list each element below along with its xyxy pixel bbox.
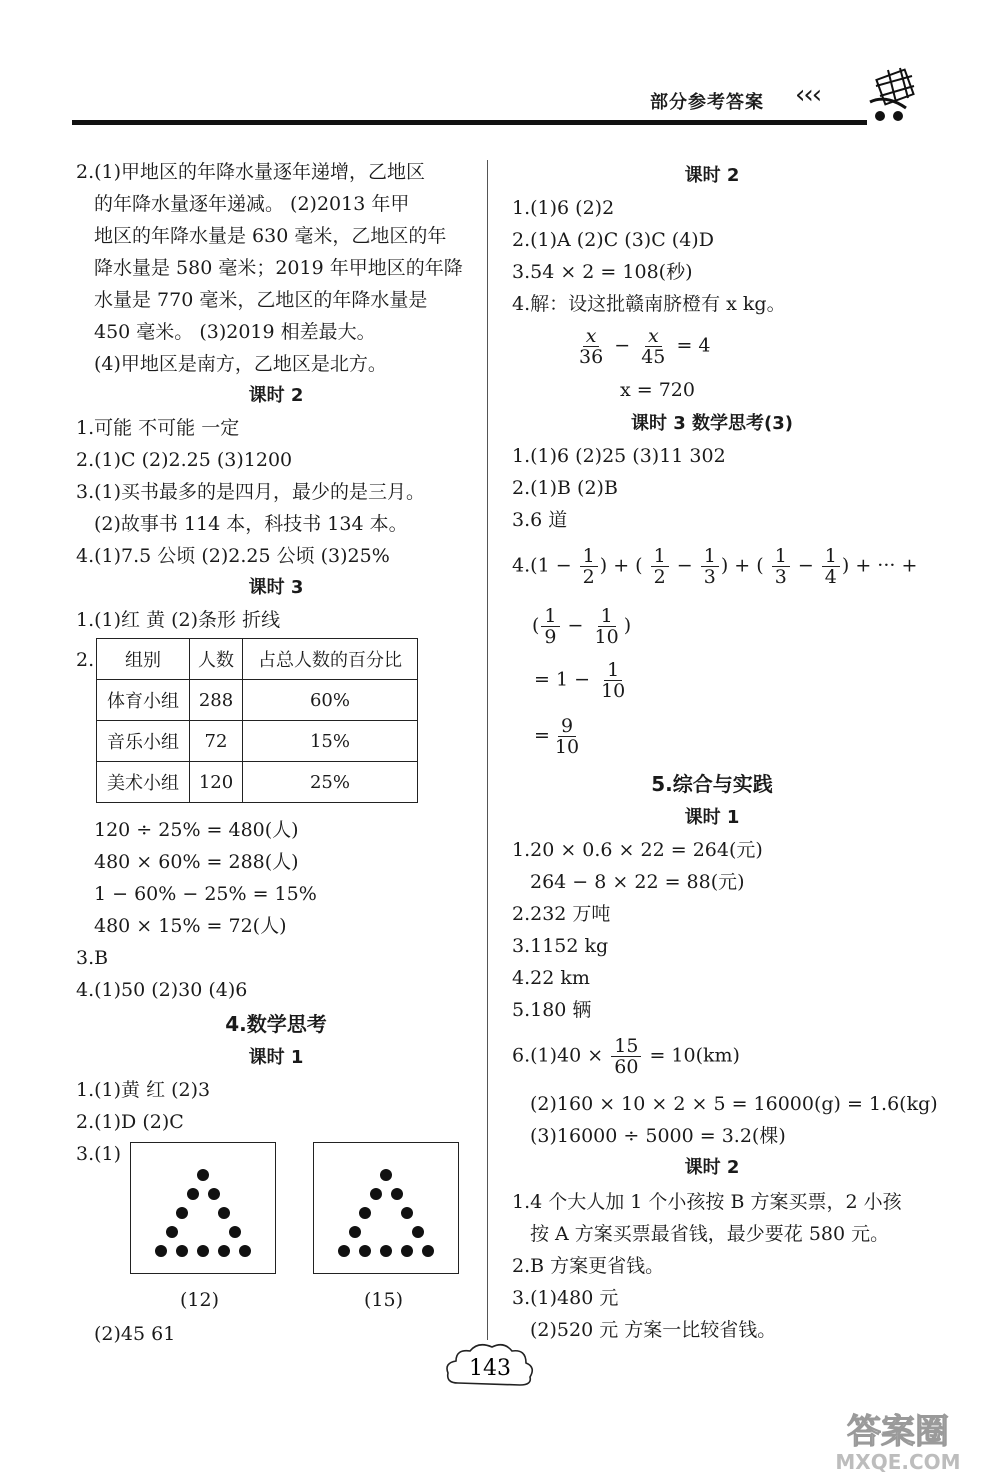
telescoping-sum-line3: = 1 − $\frac{1}{10}$ xyxy=(534,659,626,702)
telescoping-sum-line1: 4.(1 − $\frac{1}{2}$ ) + ( $\frac{1}{2}$ − $\frac{1}{3}$ ) + ( $\frac{1}{3}$ − $\frac{1}{4}$ ) + ··· + xyxy=(512,545,918,588)
calc-line: 480 × 15% = 72(人) xyxy=(94,915,287,937)
lesson-title: 课时 2 xyxy=(248,385,304,406)
dot xyxy=(380,1245,392,1257)
triangle-figure-12 xyxy=(130,1142,276,1274)
answer-line: 1.(1)红 黄 (2)条形 折线 xyxy=(76,609,281,631)
header-rule xyxy=(72,120,867,125)
answer-line: 1.可能 不可能 一定 xyxy=(76,417,240,439)
calc-line: 120 ÷ 25% = 480(人) xyxy=(94,819,299,841)
table-cell: 美术小组 xyxy=(97,762,190,803)
fraction: $\frac{x}{45}$ xyxy=(641,325,666,368)
group-table xyxy=(96,638,418,803)
dot xyxy=(401,1245,413,1257)
dot xyxy=(197,1245,209,1257)
answer-line: 2.(1)A (2)C (3)C (4)D xyxy=(512,229,714,251)
dot xyxy=(422,1245,434,1257)
page-number: 143 xyxy=(469,1356,511,1381)
table-cell: 60% xyxy=(243,680,418,721)
answer-line: 4.22 km xyxy=(512,967,590,989)
dot xyxy=(391,1188,403,1200)
dot xyxy=(349,1226,361,1238)
answer-line: (2)45 61 xyxy=(94,1323,176,1345)
answer-line: 3.54 × 2 = 108(秒) xyxy=(512,261,693,283)
section-title: 4.数学思考 xyxy=(225,1012,327,1036)
lesson-title: 课时 1 xyxy=(684,807,740,828)
figure-caption: (15) xyxy=(364,1289,404,1311)
answer-line: 3.1152 kg xyxy=(512,935,609,957)
answer-line: 2.232 万吨 xyxy=(512,903,611,925)
table-cell: 音乐小组 xyxy=(97,721,190,762)
header-arrows: ‹‹‹ xyxy=(795,80,821,110)
page-number-cloud xyxy=(440,1335,540,1395)
answer-line: 4.(1)50 (2)30 (4)6 xyxy=(76,979,248,1001)
dot xyxy=(338,1245,350,1257)
table-cell: 25% xyxy=(243,762,418,803)
dot xyxy=(176,1245,188,1257)
table-cell: 120 xyxy=(190,762,243,803)
answer-line: (2)520 元 方案一比较省钱。 xyxy=(530,1319,777,1341)
question-label: 3.(1) xyxy=(76,1143,122,1165)
q2-line: 450 毫米。 (3)2019 相差最大。 xyxy=(94,321,376,343)
dot xyxy=(218,1207,230,1219)
dot xyxy=(370,1188,382,1200)
answer-line: 2.B 方案更省钱。 xyxy=(512,1255,665,1277)
dot xyxy=(229,1226,241,1238)
answer-line: (2)160 × 10 × 2 × 5 = 16000(g) = 1.6(kg) xyxy=(530,1093,938,1115)
q2-line: (4)甲地区是南方，乙地区是北方。 xyxy=(94,353,387,375)
answer-line: 5.180 辆 xyxy=(512,999,592,1021)
equation-2: x = 720 xyxy=(620,379,695,401)
calc-line: 480 × 60% = 288(人) xyxy=(94,851,299,873)
table-header: 组别 xyxy=(97,639,190,680)
answer-line: 3.(1)买书最多的是四月，最少的是三月。 xyxy=(76,481,426,503)
answer-line: 2.(1)B (2)B xyxy=(512,477,618,499)
answer-line: (3)16000 ÷ 5000 = 3.2(棵) xyxy=(530,1125,786,1147)
dot xyxy=(401,1207,413,1219)
answer-line: 2.(1)D (2)C xyxy=(76,1111,184,1133)
answer-line: 264 − 8 × 22 = 88(元) xyxy=(530,871,745,893)
dot xyxy=(166,1226,178,1238)
table-header: 人数 xyxy=(190,639,243,680)
answer-line: 3.6 道 xyxy=(512,509,568,531)
telescoping-sum-result: = $\frac{9}{10}$ xyxy=(534,715,580,758)
answer-line: 1.4 个大人加 1 个小孩按 B 方案买票，2 小孩 xyxy=(512,1191,902,1213)
answer-line: 3.B xyxy=(76,947,109,969)
dot xyxy=(208,1188,220,1200)
table-row xyxy=(97,721,418,762)
column-divider xyxy=(487,160,488,1340)
watermark-text: 答案圈 xyxy=(847,1412,949,1452)
q2-line: 的年降水量逐年递减。 (2)2013 年甲 xyxy=(94,193,410,215)
lesson-title: 课时 2 xyxy=(684,1157,740,1178)
table-cell: 15% xyxy=(243,721,418,762)
lesson-title: 课时 3 数学思考(3) xyxy=(630,413,794,434)
table-cell: 288 xyxy=(190,680,243,721)
dot xyxy=(176,1207,188,1219)
answer-line: 2.(1)C (2)2.25 (3)1200 xyxy=(76,449,293,471)
table-header: 占总人数的百分比 xyxy=(243,639,418,680)
table-header-row xyxy=(97,639,418,680)
triangle-figure-15 xyxy=(313,1142,459,1274)
watermark-logo xyxy=(800,1405,995,1475)
q2-line: 降水量是 580 毫米；2019 年甲地区的年降 xyxy=(94,257,463,279)
watermark-url: MXQE.COM xyxy=(835,1450,961,1474)
q2-line: 水量是 770 毫米，乙地区的年降水量是 xyxy=(94,289,428,311)
lesson-title: 课时 1 xyxy=(248,1047,304,1068)
answer-line: 1.(1)6 (2)2 xyxy=(512,197,615,219)
answer-line: 3.(1)480 元 xyxy=(512,1287,619,1309)
dot xyxy=(155,1245,167,1257)
figure-caption: (12) xyxy=(180,1289,220,1311)
dot xyxy=(359,1207,371,1219)
q2-line: 地区的年降水量是 630 毫米，乙地区的年 xyxy=(94,225,447,247)
table-row xyxy=(97,680,418,721)
dot xyxy=(380,1169,392,1181)
satellite-icon xyxy=(866,64,926,134)
table-cell: 体育小组 xyxy=(97,680,190,721)
fraction: $\frac{x}{36}$ xyxy=(579,325,604,368)
answer-line: 1.(1)6 (2)25 (3)11 302 xyxy=(512,445,726,467)
telescoping-sum-line2: ( $\frac{1}{9}$ − $\frac{1}{10}$ ) xyxy=(532,605,632,648)
dot xyxy=(359,1245,371,1257)
q6-part1: 6.(1)40 × $\frac{15}{60}$ = 10(km) xyxy=(512,1035,740,1078)
section-title: 5.综合与实践 xyxy=(651,772,773,796)
answer-line: (2)故事书 114 本，科技书 134 本。 xyxy=(94,513,408,535)
dot xyxy=(197,1169,209,1181)
equation-1: $\frac{x}{36}$ − $\frac{x}{45}$ = 4 xyxy=(574,326,711,367)
q2-line: 2.(1)甲地区的年降水量逐年递增，乙地区 xyxy=(76,161,426,183)
answer-line: 按 A 方案买票最省钱，最少要花 580 元。 xyxy=(530,1223,890,1245)
dot xyxy=(239,1245,251,1257)
calc-line: 1 − 60% − 25% = 15% xyxy=(94,883,317,905)
table-cell: 72 xyxy=(190,721,243,762)
dot xyxy=(218,1245,230,1257)
question-label: 2. xyxy=(76,649,95,671)
header-title: 部分参考答案 xyxy=(650,92,764,113)
lesson-title: 课时 3 xyxy=(248,577,304,598)
table-row xyxy=(97,762,418,803)
answer-line: 4.解：设这批赣南脐橙有 x kg。 xyxy=(512,293,786,315)
lesson-title: 课时 2 xyxy=(684,165,740,186)
dot xyxy=(412,1226,424,1238)
answer-line: 4.(1)7.5 公顷 (2)2.25 公顷 (3)25% xyxy=(76,545,390,567)
dot xyxy=(187,1188,199,1200)
answer-line: 1.(1)黄 红 (2)3 xyxy=(76,1079,211,1101)
answer-line: 1.20 × 0.6 × 22 = 264(元) xyxy=(512,839,763,861)
